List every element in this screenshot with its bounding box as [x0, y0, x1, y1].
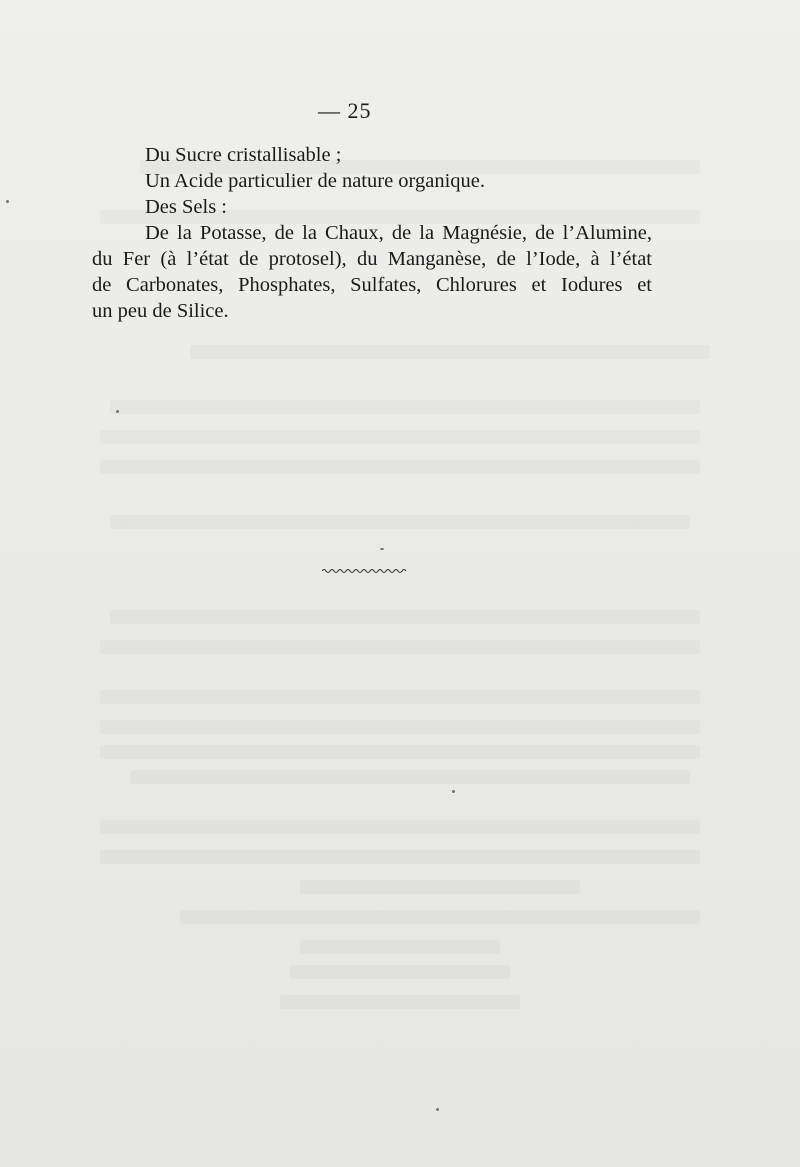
- text-line: Un Acide particulier de nature organique.: [145, 170, 486, 192]
- text-line: Du Sucre cristallisable ;: [145, 144, 342, 166]
- text-line: De la Potasse, de la Chaux, de la Magnésie, de l’Alumine,: [145, 222, 652, 244]
- wavy-separator: [322, 568, 408, 574]
- main-text: [92, 142, 652, 324]
- salts-paragraph: [92, 220, 652, 324]
- text-line: de Carbonates, Phosphates, Sulfates, Chlorures et Iodures et: [92, 274, 652, 296]
- text-line: un peu de Silice.: [92, 300, 229, 322]
- page-number: — 25: [318, 98, 372, 123]
- text-line: Des Sels :: [145, 196, 227, 218]
- text-line: du Fer (à l’état de protosel), du Manganèse, de l’Iode, à l’état: [92, 248, 652, 270]
